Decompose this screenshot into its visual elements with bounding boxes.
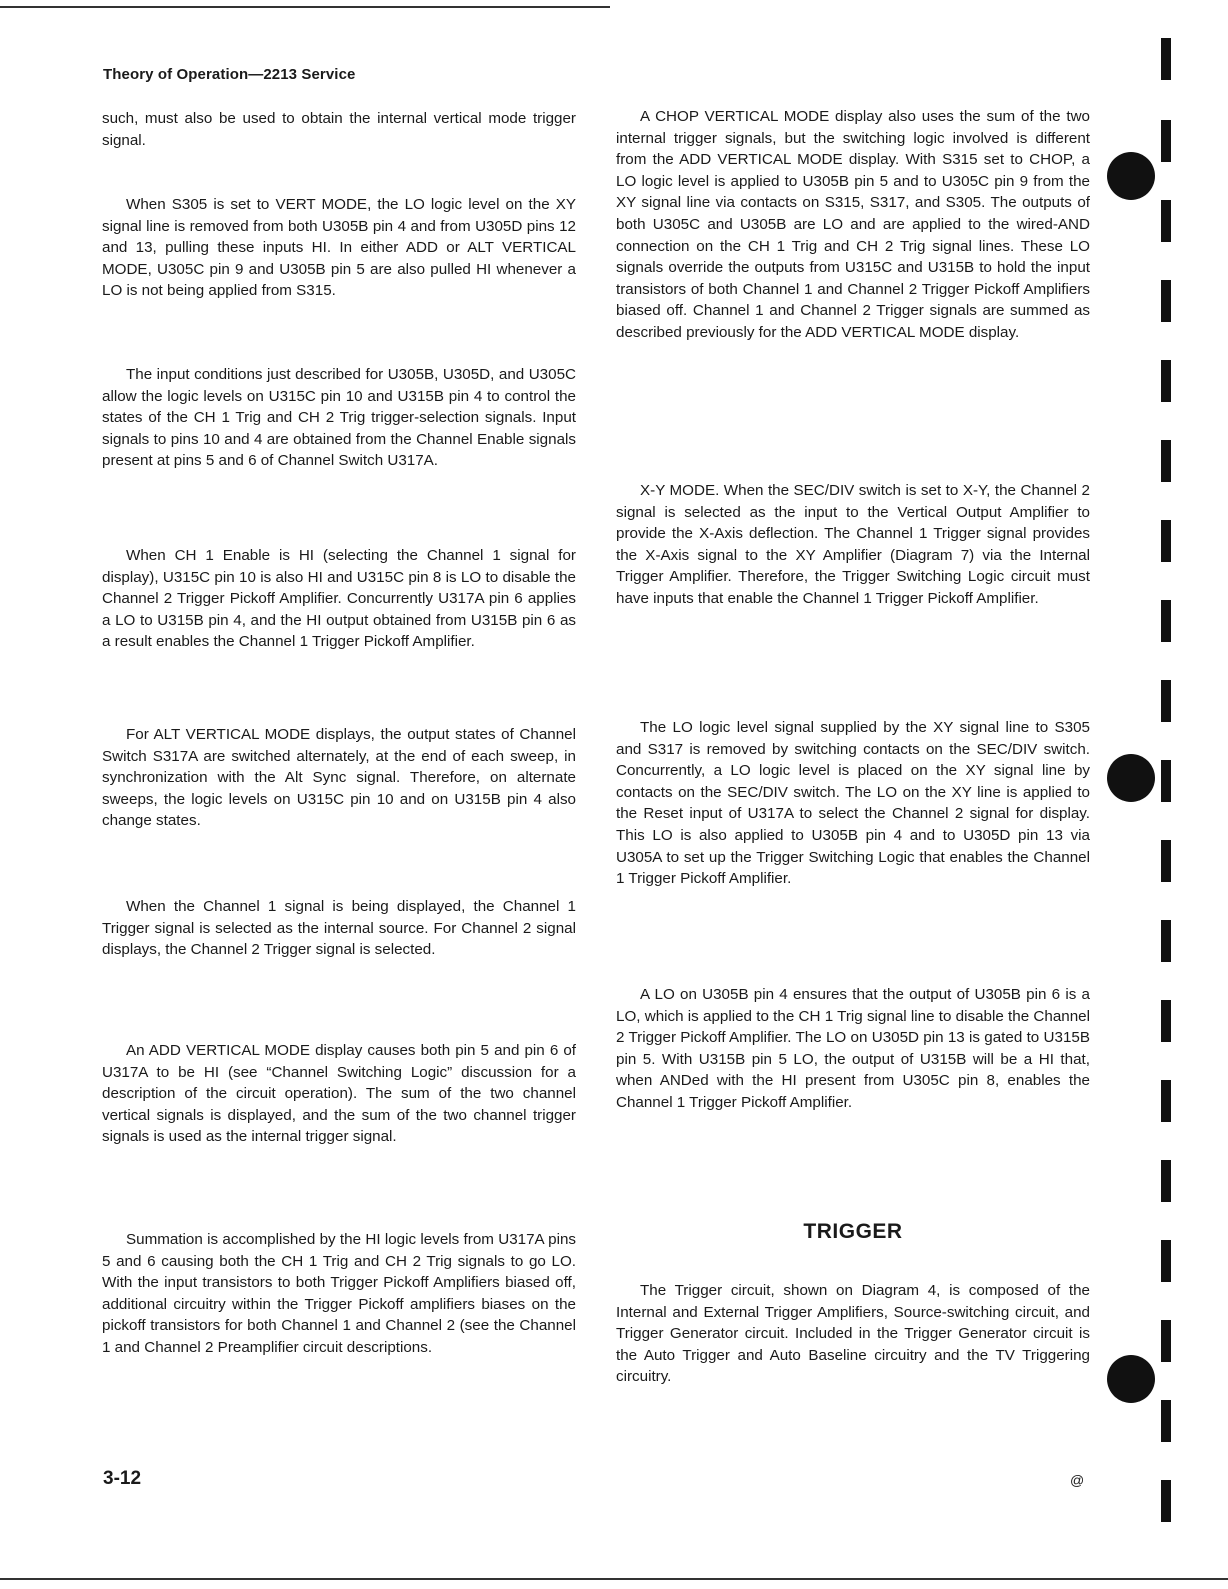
left-paragraph-8: Summation is accomplished by the HI logic levels from U317A pins 5 and 6 causing both the CH 1 Trig and CH 2 Trig signals to go LO. With the input transistors to both Trigger Pickoff Amplifiers biased off, additional circuitry within the Trigger Pickoff amplifiers biases on the pickoff transistors for both Channel 1 and Channel 2 (see the Channel 1 and Channel 2 Preamplifier circuit descriptions. — [102, 1231, 576, 1356]
margin-bar — [1161, 200, 1171, 242]
left-paragraph-7: An ADD VERTICAL MODE display causes both pin 5 and pin 6 of U317A to be HI (see “Channel Switching Logic” discussion for a description of the circuit operation). The sum of the two channel vertical signals is displayed, and the sum of the two channel trigger signals is used as the internal trigger signal. — [102, 1042, 576, 1146]
left-paragraph-3: The input conditions just described for U305B, U305D, and U305C allow the logic levels on U315C pin 10 and U315B pin 4 to control the states of the CH 1 Trig and CH 2 Trig trigger-selection signals. Input signals to pins 10 and 4 are obtained from the Channel Enable signals present at pins 5 and 6 of Channel Switch U317A. — [102, 366, 576, 470]
margin-bar — [1161, 680, 1171, 722]
right-paragraph-1: A CHOP VERTICAL MODE display also uses the sum of the two internal trigger signals, but the switching logic involved is different from the ADD VERTICAL MODE display. With S315 set to CHOP, a LO logic level is applied to U305B pin 5 and to U305C pin 9 from the XY signal line via contacts on S315, S317, and S305. The outputs of both U305C and U305B are LO and are applied to the wired-AND connection on the CH 1 Trig and CH 2 Trig signal lines. These LO signals override the outputs from U315C and U315B to hold the input transistors of both Channel 1 and Channel 2 Trigger Pickoff Amplifiers biased off. Channel 1 and Channel 2 Trigger signals are summed as described previously for the ADD VERTICAL MODE display. — [616, 108, 1090, 341]
margin-bar — [1161, 280, 1171, 322]
punch-hole — [1107, 152, 1155, 200]
margin-bar — [1161, 440, 1171, 482]
footer-symbol: @ — [1070, 1472, 1085, 1488]
right-paragraph-2: X-Y MODE. When the SEC/DIV switch is set to X-Y, the Channel 2 signal is selected as the input to the Vertical Output Amplifier to provide the X-Axis deflection. The Channel 1 Trigger signal provides the X-Axis signal to the XY Amplifier (Diagram 7) via the Internal Trigger Amplifier. Therefore, the Trigger Switching Logic circuit must have inputs that enable the Channel 1 Trigger Pickoff Amplifier. — [616, 482, 1090, 607]
margin-bar — [1161, 1320, 1171, 1362]
margin-bar — [1161, 1080, 1171, 1122]
margin-bar — [1161, 1160, 1171, 1202]
margin-bar — [1161, 520, 1171, 562]
left-paragraph-5: For ALT VERTICAL MODE displays, the output states of Channel Switch S317A are switched alternately, at the end of each sweep, in synchronization with the Alt Sync signal. Therefore, on alternate sweeps, the logic levels on U315C pin 10 and on U315B pin 4 also change states. — [102, 726, 576, 830]
left-paragraph-2: When S305 is set to VERT MODE, the LO logic level on the XY signal line is removed from both U305B pin 4 and from U305D pins 12 and 13, pulling these inputs HI. In either ADD or ALT VERTICAL MODE, U305C pin 9 and U305B pin 5 are also pulled HI whenever a LO is not being applied from S315. — [102, 196, 576, 300]
left-paragraph-6: When the Channel 1 signal is being displayed, the Channel 1 Trigger signal is selected as the internal source. For Channel 2 signal displays, the Channel 2 Trigger signal is selected. — [102, 898, 576, 959]
punch-hole — [1107, 754, 1155, 802]
page-header: Theory of Operation—2213 Service — [103, 66, 356, 83]
margin-bar — [1161, 600, 1171, 642]
bottom-rule — [0, 1578, 1228, 1580]
trigger-paragraph: The Trigger circuit, shown on Diagram 4, is composed of the Internal and External Trigger Amplifiers, Source-switching circuit, and Trigger Generator circuit. Included in the Trigger Generator circuit is the Auto Trigger and Auto Baseline circuitry and the TV Triggering circuitry. — [616, 1282, 1090, 1386]
margin-bar — [1161, 360, 1171, 402]
margin-bar — [1161, 920, 1171, 962]
margin-bar — [1161, 760, 1171, 802]
margin-bar — [1161, 38, 1171, 80]
margin-bar — [1161, 1000, 1171, 1042]
punch-hole — [1107, 1355, 1155, 1403]
margin-bar — [1161, 840, 1171, 882]
trigger-heading: TRIGGER — [803, 1220, 903, 1243]
margin-bar — [1161, 1400, 1171, 1442]
left-paragraph-1: such, must also be used to obtain the internal vertical mode trigger signal. — [102, 110, 576, 149]
margin-bar — [1161, 120, 1171, 162]
right-paragraph-3: The LO logic level signal supplied by the XY signal line to S305 and S317 is removed by switching contacts on the SEC/DIV switch. Concurrently, a LO logic level is placed on the XY signal line by contacts on the SEC/DIV switch. The LO on the XY line is applied to the Reset input of U317A to select the Channel 2 signal for display. This LO is also applied to U305B pin 4 and to U305D pin 13 via U305A to set up the Trigger Switching Logic that enables the Channel 1 Trigger Pickoff Amplifier. — [616, 719, 1090, 888]
right-paragraph-4: A LO on U305B pin 4 ensures that the output of U305B pin 6 is a LO, which is applied to the CH 1 Trig signal line to disable the Channel 2 Trigger Pickoff Amplifier. The LO on U305D pin 13 is gated to U315B pin 5. With U315B pin 5 LO, the output of U315B will be a HI that, when ANDed with the HI present from U305C pin 8, enables the Channel 1 Trigger Pickoff Amplifier. — [616, 986, 1090, 1111]
top-rule — [0, 6, 610, 8]
margin-bar — [1161, 1240, 1171, 1282]
left-paragraph-4: When CH 1 Enable is HI (selecting the Channel 1 signal for display), U315C pin 10 is also HI and U315C pin 8 is LO to disable the Channel 2 Trigger Pickoff Amplifier. Concurrently U317A pin 6 applies a LO to U315B pin 4, and the HI output obtained from U315B pin 6 as a result enables the Channel 1 Trigger Pickoff Amplifier. — [102, 547, 576, 651]
page-number: 3-12 — [103, 1468, 142, 1489]
margin-bar — [1161, 1480, 1171, 1522]
